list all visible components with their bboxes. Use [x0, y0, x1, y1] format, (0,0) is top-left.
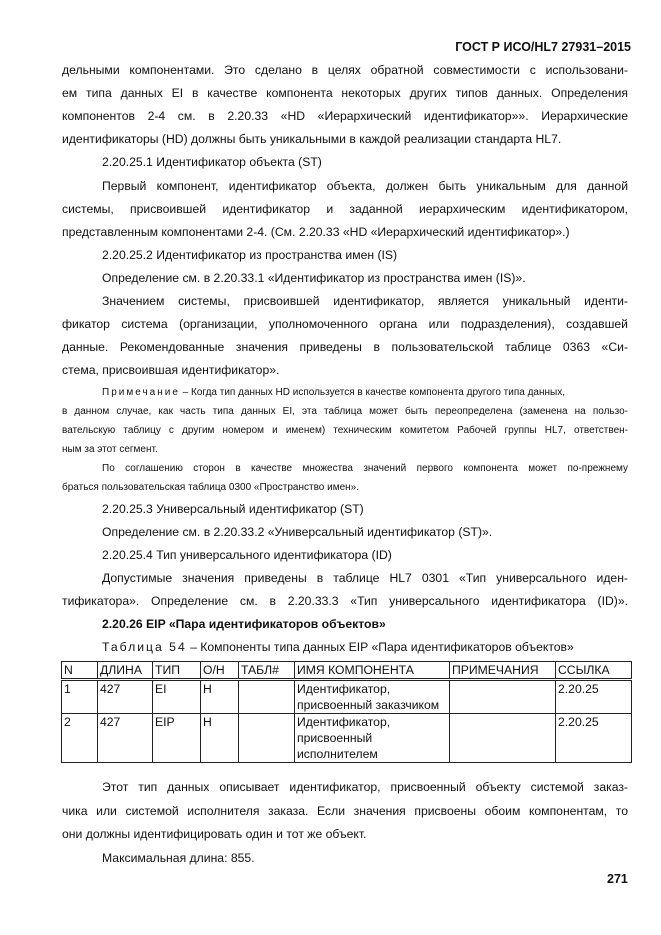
- col-header-reference: ССЫЛКА: [556, 662, 632, 680]
- section-heading: 2.20.25.1 Идентификатор объекта (ST): [102, 155, 322, 169]
- note-line: [102, 386, 628, 399]
- cell-reference: 2.20.25: [556, 680, 632, 714]
- note-line: в данном случае, как часть типа данных EI, эта таблица может быть переопределена (заменена на пользо-: [62, 406, 628, 417]
- text-line: Значением системы, присвоившей идентификатор, является уникальный иденти-: [102, 294, 628, 308]
- cell-n: 1: [62, 680, 98, 714]
- text-line: Этот тип данных описывает идентификатор, присвоенный объекту системой заказ-: [102, 780, 628, 794]
- cell-type: EI: [153, 680, 201, 714]
- col-header-table-number: ТАБЛ#: [239, 662, 295, 680]
- section-heading-bold: 2.20.26 EIP «Пара идентификаторов объектов»: [102, 617, 386, 631]
- section-heading: 2.20.25.3 Универсальный идентификатор (ST): [102, 502, 364, 516]
- note-line: вательскую таблицу с другим номером и именем) техническим комитетом Рабочей группы HL7, ответствен-: [62, 425, 628, 436]
- text-line: фикатор система (организации, уполномоченного органа или подразделения), создавшей: [62, 317, 628, 331]
- table-row: [62, 680, 632, 714]
- section-heading: 2.20.25.2 Идентификатор из пространства имен (IS): [102, 248, 398, 262]
- col-header-optionality: О/Н: [201, 662, 239, 680]
- text-line: стема, присвоившая идентификатор».: [62, 363, 280, 377]
- text-line: Определение см. в 2.20.33.1 «Идентификатор из пространства имен (IS)».: [102, 271, 526, 285]
- cell-notes: [450, 714, 556, 763]
- table-caption: [102, 639, 628, 655]
- cell-notes: [450, 680, 556, 714]
- note-text: – Когда тип данных HD используется в качестве компонента другого типа данных,: [179, 387, 565, 398]
- text-line: системы, присвоившей идентификатор и заданной иерархическим идентификатором,: [62, 202, 628, 216]
- text-line: ем типа данных EI в качестве компонента некоторых других типов данных. Определения: [62, 86, 628, 100]
- cell-optionality: Н: [201, 714, 239, 763]
- text-line: представленным компонентами 2-4. (См. 2.20.33 «HD «Иерархический идентификатор».): [62, 225, 570, 239]
- table-row: [62, 714, 632, 763]
- running-header: ГОСТ Р ИСО/HL7 27931–2015: [455, 40, 631, 54]
- components-table: [61, 661, 632, 763]
- note-line: ным за этот сегмент.: [62, 444, 158, 455]
- cell-table-number: [239, 680, 295, 714]
- col-header-type: ТИП: [153, 662, 201, 680]
- table-caption-text: – Компоненты типа данных EIP «Пара идентификаторов объектов»: [186, 640, 574, 654]
- text-line: данные. Рекомендованные значения приведены в пользовательской таблице 0363 «Си-: [62, 340, 628, 354]
- text-line: Максимальная длина: 855.: [102, 851, 255, 865]
- cell-optionality: Н: [201, 680, 239, 714]
- table-label: Таблица 54: [102, 640, 187, 654]
- cell-type: EIP: [153, 714, 201, 763]
- text-line: тификатора». Определение см. в 2.20.33.3 «Тип универсального идентификатора (ID)».: [62, 594, 628, 608]
- text-line: идентификаторы (HD) должны быть уникальными в каждой реализации стандарта HL7.: [62, 132, 562, 146]
- cell-component-name: Идентификатор, присвоенный заказчиком: [295, 680, 450, 714]
- text-line: они должны идентифицировать один и тот же объект.: [62, 827, 367, 841]
- page-number: 271: [607, 872, 628, 886]
- text-line: дельными компонентами. Это сделано в целях обратной совместимости с использовани-: [62, 63, 628, 77]
- text-line: Первый компонент, идентификатор объекта, должен быть уникальным для данной: [102, 179, 628, 193]
- col-header-n: N: [62, 662, 98, 680]
- text-line: чика или системой исполнителя заказа. Если значения присвоены обоим компонентам, то: [62, 804, 628, 818]
- col-header-length: ДЛИНА: [98, 662, 153, 680]
- table-header-row: [62, 662, 632, 680]
- section-heading: 2.20.25.4 Тип универсального идентификатора (ID): [102, 548, 392, 562]
- cell-table-number: [239, 714, 295, 763]
- cell-reference: 2.20.25: [556, 714, 632, 763]
- text-line: Допустимые значения приведены в таблице HL7 0301 «Тип универсального иден-: [102, 571, 628, 585]
- col-header-component-name: ИМЯ КОМПОНЕНТА: [295, 662, 450, 680]
- note-line: По соглашению сторон в качестве множества значений первого компонента может по-прежнему: [102, 463, 628, 474]
- cell-length: 427: [98, 714, 153, 763]
- text-line: Определение см. в 2.20.33.2 «Универсальный идентификатор (ST)».: [102, 525, 493, 539]
- note-line: браться пользовательская таблица 0300 «Пространство имен».: [62, 482, 360, 493]
- cell-component-name: Идентификатор, присвоенный исполнителем: [295, 714, 450, 763]
- text-line: компонентов 2-4 см. в 2.20.33 «HD «Иерархический идентификатор»». Иерархические: [62, 109, 628, 123]
- cell-length: 427: [98, 680, 153, 714]
- cell-n: 2: [62, 714, 98, 763]
- note-label: Примечание: [102, 387, 180, 398]
- col-header-notes: ПРИМЕЧАНИЯ: [450, 662, 556, 680]
